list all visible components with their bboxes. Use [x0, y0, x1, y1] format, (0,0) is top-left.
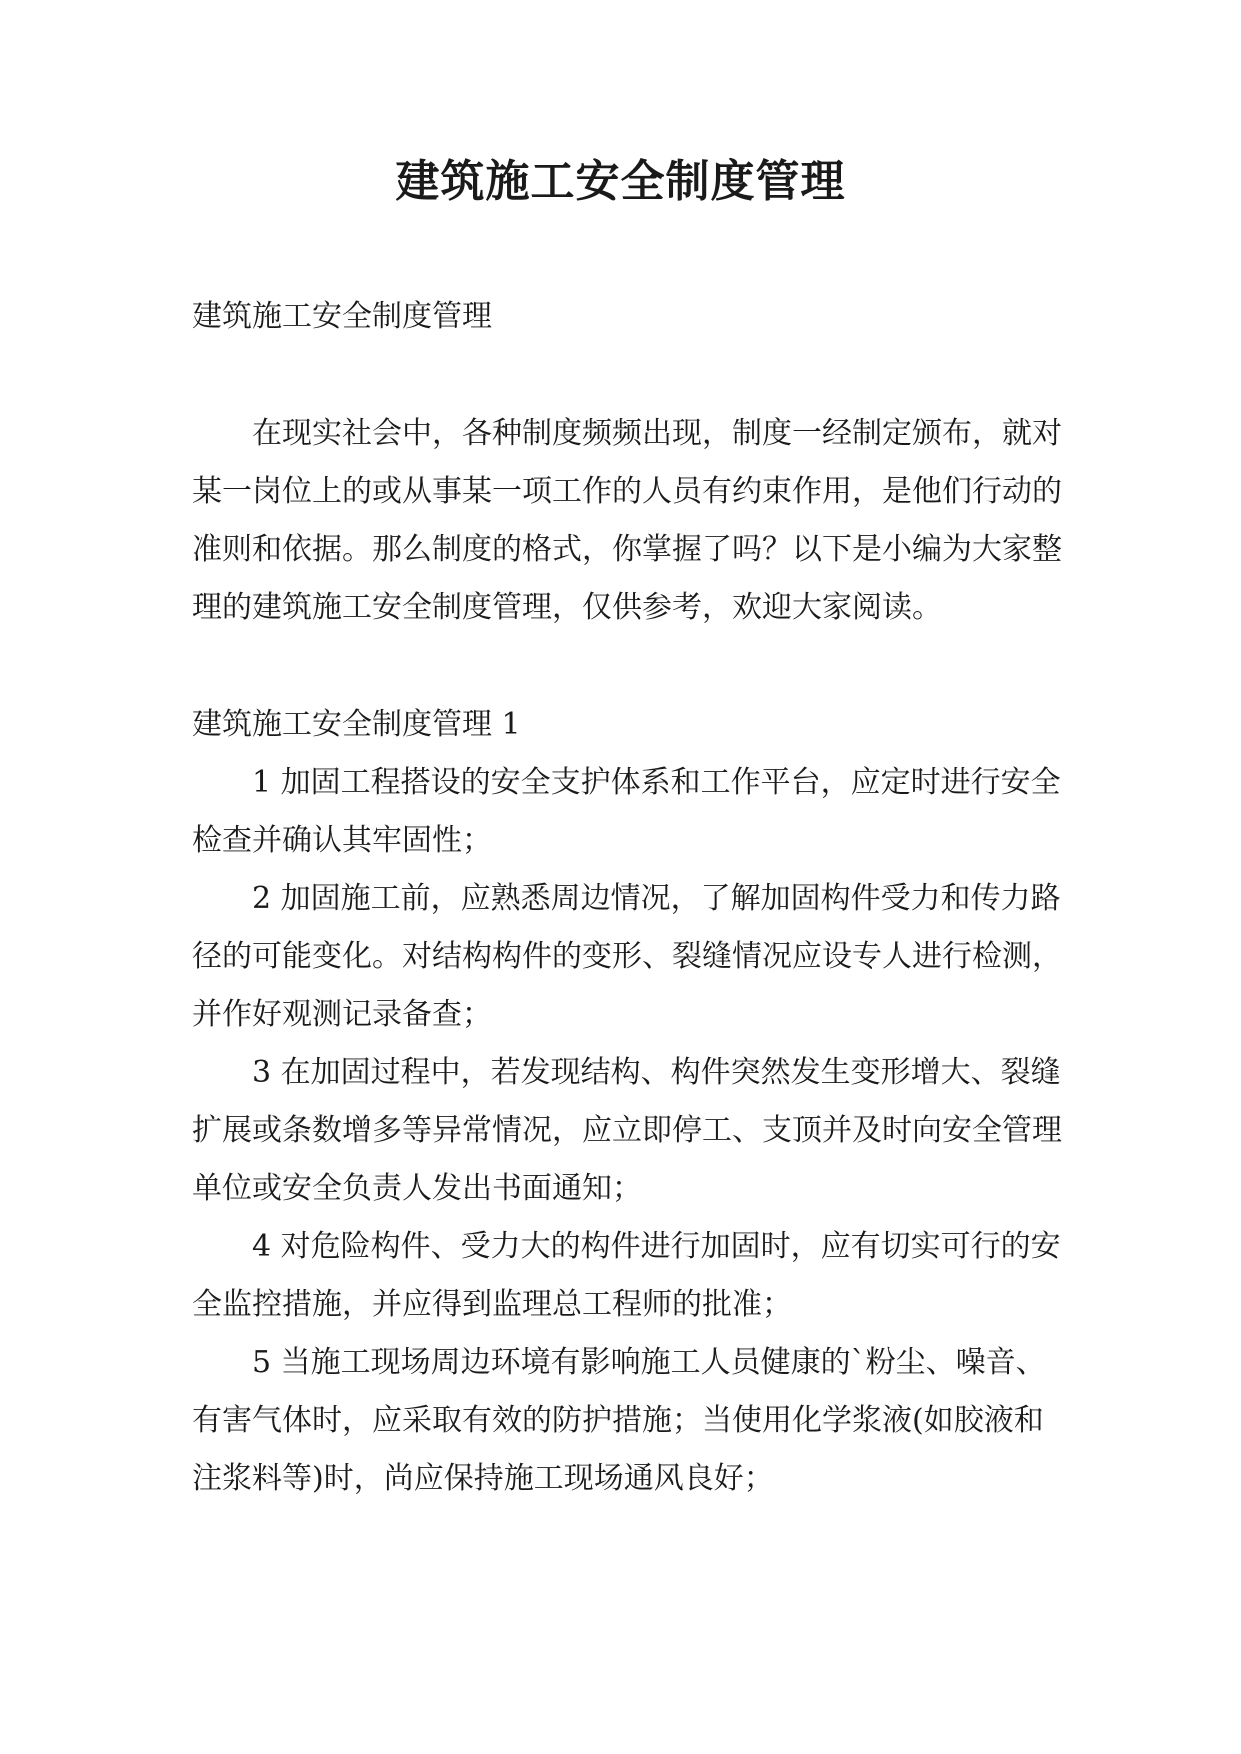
list-item: 2 加固施工前，应熟悉周边情况，了解加固构件受力和传力路径的可能变化。对结构构件的变形、裂缝情况应设专人进行检测，并作好观测记录备查；	[192, 881, 1062, 1032]
list-item: 3 在加固过程中，若发现结构、构件突然发生变形增大、裂缝扩展或条数增多等异常情况，应立即停工、支顶并及时向安全管理单位或安全负责人发出书面通知；	[192, 1055, 1062, 1206]
list-item: 1 加固工程搭设的安全支护体系和工作平台，应定时进行安全检查并确认其牢固性；	[192, 765, 1061, 858]
document-title: 建筑施工安全制度管理	[395, 156, 846, 207]
document-subtitle: 建筑施工安全制度管理	[192, 299, 492, 334]
document-body	[192, 288, 1072, 1508]
spacer	[192, 637, 1072, 696]
intro-paragraph: 在现实社会中，各种制度频频出现，制度一经制定颁布，就对某一岗位上的或从事某一项工作的人员有约束作用，是他们行动的准则和依据。那么制度的格式，你掌握了吗？以下是小编为大家整理的建筑施工安全制度管理，仅供参考，欢迎大家阅读。	[192, 416, 1062, 625]
spacer	[192, 346, 1072, 405]
list-item: 5 当施工现场周边环境有影响施工人员健康的`粉尘、噪音、有害气体时，应采取有效的防护措施；当使用化学浆液(如胶液和注浆料等)时，尚应保持施工现场通风良好；	[192, 1345, 1046, 1496]
section-heading: 建筑施工安全制度管理 1	[192, 707, 521, 742]
list-item: 4 对危险构件、受力大的构件进行加固时，应有切实可行的安全监控措施，并应得到监理总工程师的批准；	[192, 1229, 1061, 1322]
